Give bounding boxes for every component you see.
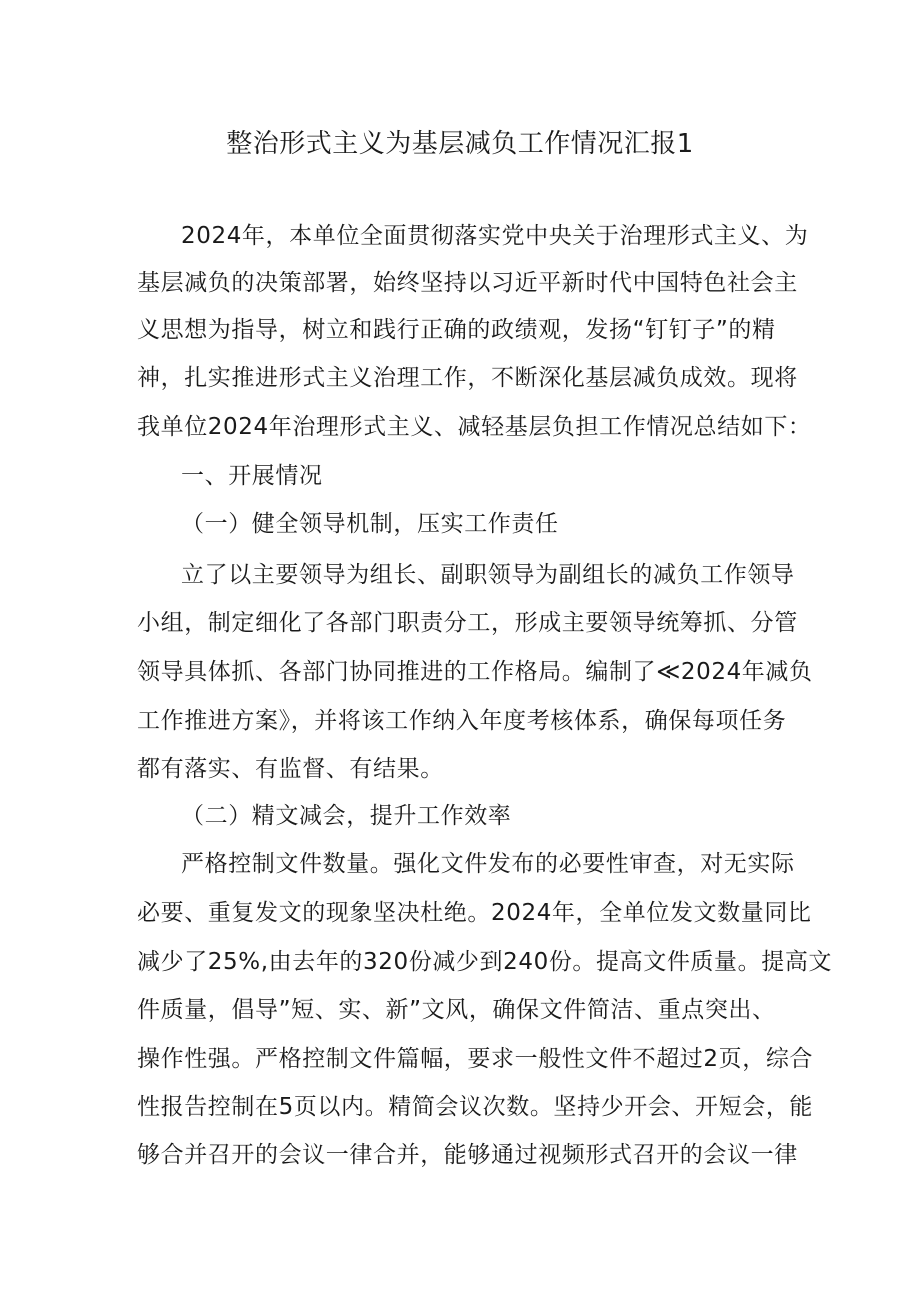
paragraph-line: 操作性强。严格控制文件篇幅，要求一般性文件不超过2页，综合: [137, 1046, 814, 1072]
subsection-heading: （二）精文减会，提升工作效率: [181, 803, 512, 829]
paragraph-line: 严格控制文件数量。强化文件发布的必要性审查，对无实际: [181, 851, 795, 877]
document-title: 整治形式主义为基层减负工作情况汇报1: [226, 129, 694, 159]
paragraph-line: 领导具体抓、各部门协同推进的工作格局。编制了≪2024年减负: [137, 659, 813, 685]
paragraph-line: 件质量，倡导”短、实、新”文风，确保文件简洁、重点突出、: [137, 997, 776, 1023]
paragraph-line: 性报告控制在5页以内。精简会议次数。坚持少开会、开短会，能: [137, 1094, 814, 1120]
paragraph-line: 必要、重复发文的现象坚决杜绝。2024年，全单位发文数量同比: [137, 900, 812, 926]
paragraph-line: 够合并召开的会议一律合并，能够通过视频形式召开的会议一律: [137, 1142, 798, 1168]
section-heading: 一、开展情况: [181, 463, 323, 489]
paragraph-line: 减少了25%,由去年的320份减少到240份。提高文件质量。提高文: [137, 949, 833, 975]
subsection-heading: （一）健全领导机制，压实工作责任: [181, 511, 559, 537]
paragraph-line: 小组，制定细化了各部门职责分工，形成主要领导统筹抓、分管: [137, 610, 798, 636]
paragraph-line: 工作推进方案》，并将该工作纳入年度考核体系，确保每项任务: [137, 708, 787, 734]
paragraph-line: 基层减负的决策部署，始终坚持以习近平新时代中国特色社会主: [137, 270, 798, 296]
paragraph-line: 神，扎实推进形式主义治理工作，不断深化基层减负成效。现将: [137, 365, 798, 391]
paragraph-line: 立了以主要领导为组长、副职领导为副组长的减负工作领导: [181, 562, 795, 588]
paragraph-line: 2024年，本单位全面贯彻落实党中央关于治理形式主义、为: [181, 223, 809, 249]
paragraph-line: 义思想为指导，树立和践行正确的政绩观，发扬“钉钉子”的精: [137, 317, 776, 343]
paragraph-line: 都有落实、有监督、有结果。: [137, 756, 444, 782]
paragraph-line: 我单位2024年治理形式主义、减轻基层负担工作情况总结如下：: [137, 414, 812, 440]
